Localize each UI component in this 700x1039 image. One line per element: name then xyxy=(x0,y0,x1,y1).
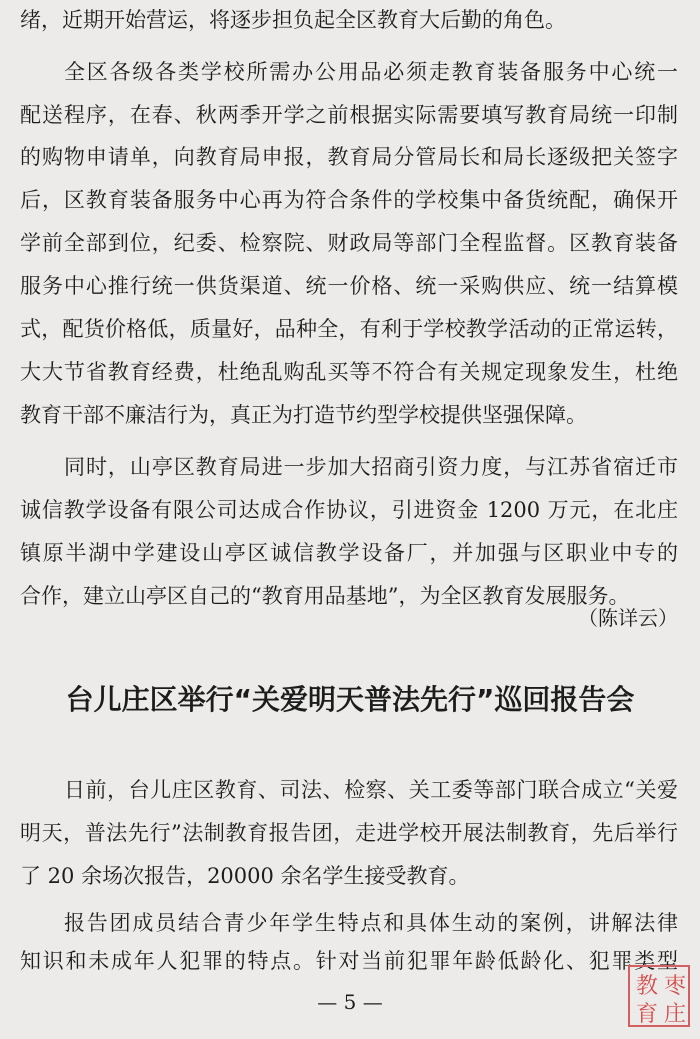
paragraph-line: 学前全部到位，纪委、检察院、财政局等部门全程监督。区教育装备 xyxy=(20,231,678,255)
paragraph-line: 诚信教学设备有限公司达成合作协议，引进资金 1200 万元，在北庄 xyxy=(20,498,678,522)
paragraph-line: 的购物申请单，向教育局申报，教育局分管局长和局长逐级把关签字 xyxy=(20,145,678,169)
paragraph-line: 知识和未成年人犯罪的特点。针对当前犯罪年龄低龄化、犯罪类型 xyxy=(20,949,678,973)
paragraph-line: 绪，近期开始营运，将逐步担负起全区教育大后勤的角色。 xyxy=(20,8,566,32)
page-number: — 5 — xyxy=(317,990,383,1014)
paragraph-line: 全区各级各类学校所需办公用品必须走教育装备服务中心统一 xyxy=(64,60,678,84)
paragraph-line: 同时，山亭区教育局进一步加大招商引资力度，与江苏省宿迁市 xyxy=(64,455,678,479)
paragraph-line: 合作，建立山亭区自己的“教育用品基地”，为全区教育发展服务。 xyxy=(20,584,630,608)
paragraph-line: 明天，普法先行”法制教育报告团，走进学校开展法制教育，先后举行 xyxy=(20,821,678,845)
article-title: 台儿庄区举行“关爱明天普法先行”巡回报告会 xyxy=(65,683,635,716)
paragraph-line: 教育干部不廉洁行为，真正为打造节约型学校提供坚强保障。 xyxy=(20,403,587,427)
paragraph-line: 镇原半湖中学建设山亭区诚信教学设备厂，并加强与区职业中专的 xyxy=(20,541,678,565)
paragraph-line: 了 20 余场次报告，20000 余名学生接受教育。 xyxy=(20,864,470,888)
author-signature: （陈详云） xyxy=(578,606,678,630)
seal-char: 庄 xyxy=(664,1002,687,1027)
paragraph-line: 日前，台儿庄区教育、司法、检察、关工委等部门联合成立“关爱 xyxy=(64,778,678,802)
seal-char: 教 xyxy=(636,974,659,999)
paragraph-line: 大大节省教育经费，杜绝乱购乱买等不符合有关规定现象发生，杜绝 xyxy=(20,360,678,384)
seal-char: 育 xyxy=(636,1002,659,1027)
paragraph-line: 后，区教育装备服务中心再为符合条件的学校集中备货统配，确保开 xyxy=(20,188,678,212)
paragraph-line: 报告团成员结合青少年学生特点和具体生动的案例，讲解法律 xyxy=(64,911,678,935)
paragraph-line: 配送程序，在春、秋两季开学之前根据实际需要填写教育局统一印制 xyxy=(20,103,678,127)
paragraph-line: 式，配货价格低，质量好，品种全，有利于学校教学活动的正常运转， xyxy=(20,317,678,341)
seal-stamp xyxy=(628,965,690,1027)
paragraph-line: 服务中心推行统一供货渠道、统一价格、统一采购供应、统一结算模 xyxy=(20,274,678,298)
seal-char: 枣 xyxy=(664,974,687,999)
